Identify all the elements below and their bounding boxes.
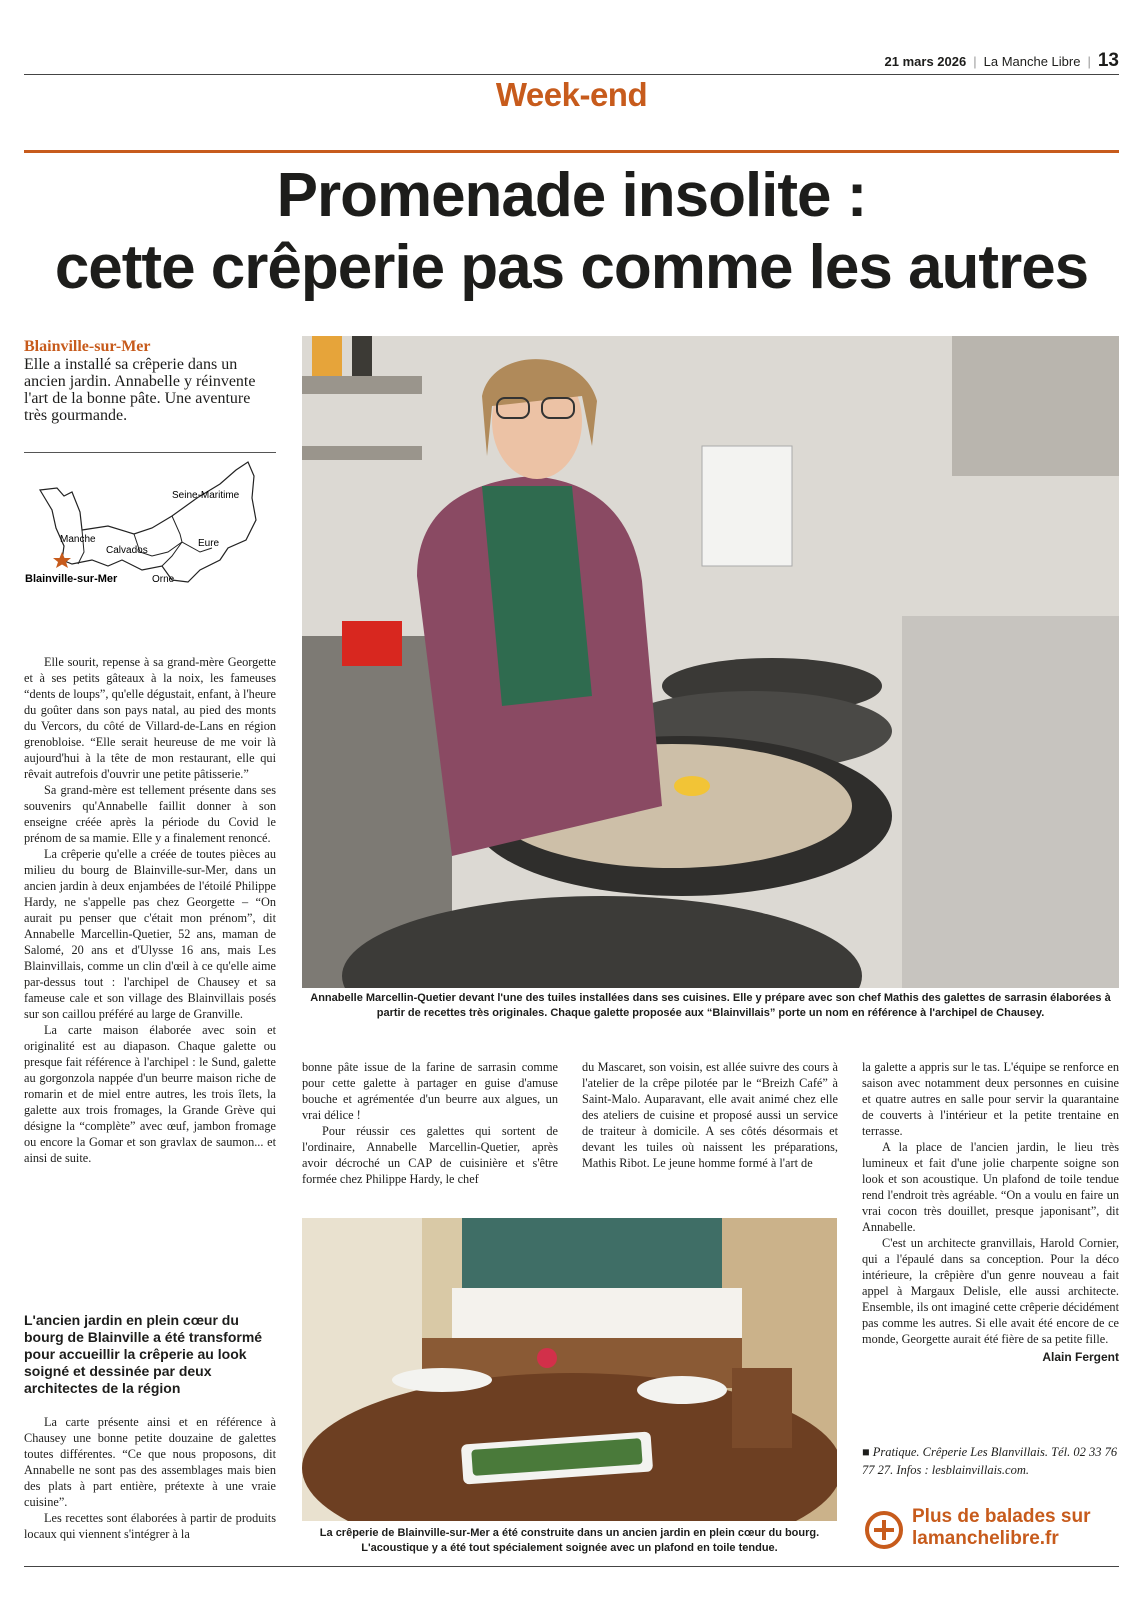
bottom-rule (24, 1566, 1119, 1567)
map-star-marker (53, 552, 71, 568)
body-paragraph: A la place de l'ancien jardin, le lieu très lumineux et fait d'une jolie charpente soigne son look et son acoustique. Un plafond de toile tendue rend l'endroit très agréable. “On a voulu en faire un vrai cocon très douillet, presque japonisant”, dit Annabelle. (862, 1140, 1119, 1234)
body-paragraph: La carte présente ainsi et en référence à Chausey une bonne petite douzaine de galettes toutes différentes. “Ce que nous proposons, dit Annabelle ne sont pas des assemblages mais bien des plats à part entière, prétexte à une vraie cuisine”. (24, 1415, 276, 1509)
column-4 (862, 1059, 1119, 1365)
section-rule (24, 150, 1119, 153)
map-label-eure: Eure (198, 538, 220, 549)
body-paragraph: Pour réussir ces galettes qui sortent de l'ordinaire, Annabelle Marcellin-Quetier, après avoir décroché un CAP de cuisinière et s'être formée chez Philippe Hardy, le chef (302, 1124, 558, 1186)
promo-link[interactable] (864, 1506, 1120, 1554)
photo-chef-kitchen-illustration (302, 336, 1119, 988)
folio (885, 50, 1119, 72)
folio-separator: | (1087, 54, 1091, 69)
intro-rule (24, 452, 276, 453)
practical-marker: ■ (862, 1445, 870, 1459)
map-label-seine-maritime: Seine-Maritime (172, 490, 240, 501)
top-rule (24, 74, 1119, 75)
promo-line2[interactable]: lamanchelibre.fr (912, 1528, 1059, 1549)
photo-chef-kitchen (302, 336, 1119, 988)
folio-publication: La Manche Libre (983, 54, 1081, 69)
section-label: Week-end (495, 76, 648, 113)
photo-restaurant-illustration (302, 1218, 837, 1521)
photo-restaurant-caption: La crêperie de Blainville-sur-Mer a été construite dans un ancien jardin en plein cœur du bourg. L'acoustique y a été tout spécialement soignée avec un plafond en toile tendue. (319, 1527, 820, 1554)
intro-location: Blainville-sur-Mer (24, 338, 151, 355)
headline-line1: Promenade insolite : (276, 161, 867, 230)
column-1b (24, 1414, 276, 1542)
photo-chef-caption: Annabelle Marcellin-Quetier devant l'une des tuiles installées dans ses cuisines. Elle y prépare avec son chef Mathis des galettes de sarrasin élaborées à partir de recettes très originales. Chaque galette proposée aux “Blainvillais” porte un nom en référence à l'archipel de Chausey. (310, 992, 1111, 1019)
folio-date: 21 mars 2026 (884, 54, 967, 69)
column-1 (24, 654, 276, 1166)
map-outline (40, 462, 256, 582)
map-label-orne: Orne (152, 574, 175, 585)
intro (24, 338, 276, 424)
map-label-calvados: Calvados (106, 545, 148, 556)
practical-info (862, 1443, 1119, 1479)
map-label-manche: Manche (60, 534, 96, 545)
author-byline: Alain Fergent (1042, 1350, 1119, 1364)
promo-line1: Plus de balades sur (912, 1506, 1091, 1527)
body-paragraph: bonne pâte issue de la farine de sarrasin comme pour cette galette à partager en guise d'amuse bouche et agrémentée d'un beurre aux algues, un vrai délice ! (302, 1060, 558, 1122)
body-paragraph: La crêperie qu'elle a créée de toutes pièces au milieu du bourg de Blainville-sur-Mer, dans un ancien jardin à deux enjambées de l'étoilé Philippe Hardy, ne s'appelle pas chez Georgette – “On aurait pu penser que c'était mon prénom”, dit Annabelle Marcellin-Quetier, 52 ans, maman de Salomé, 20 ans et d'Ulysse 16 ans, mais Les Blainvillais, comme un clin d'œil à ce qu'elle aime par-dessus tout : l'archipel de Chausey et sa fameuse cale et son village des Blainvillais posés sur son caillou préféré au large de Granville. (24, 847, 276, 1021)
intro-text: Elle a installé sa crêperie dans un ancien jardin. Annabelle y réinvente l'art de la bonne pâte. Une aventure très gourmande. (24, 356, 256, 424)
body-paragraph: Elle sourit, repense à sa grand-mère Georgette et à ses petits gâteaux à la noix, les fameuses “dents de loups”, qu'elle dégustait, enfant, à l'heure du goûter dans son pays natal, au pied des monts du Vercors, du côté de Villard-de-Lans en région grenobloise. “Elle serait heureuse de me voir là aujourd'hui à la tête de mon restaurant, elle qui rêvait autrefois d'ouvrir une petite pâtisserie.” (24, 655, 276, 781)
body-paragraph: la galette a appris sur le tas. L'équipe se renforce en saison avec notamment deux personnes en cuisine et quatre autres en salle pour servir la quarantaine de couverts à l'intérieur et la petite trentaine en terrasse. (862, 1060, 1119, 1138)
headline (0, 160, 1143, 304)
practical-text: Pratique. Crêperie Les Blanvillais. Tél. 02 33 76 77 27. Infos : lesblainvillais.com. (862, 1445, 1118, 1477)
plus-circle-icon (864, 1510, 904, 1550)
folio-page-number: 13 (1097, 50, 1119, 71)
headline-line2: cette crêperie pas comme les autres (54, 233, 1089, 302)
photo-restaurant-interior (302, 1218, 837, 1521)
body-paragraph: Sa grand-mère est tellement présente dans ses souvenirs qu'Annabelle faillit donner à son enseigne créée après la période du Covid le prénom de sa mamie. Elle y a finalement renoncé. (24, 783, 276, 845)
normandy-map (22, 456, 272, 596)
body-paragraph: C'est un architecte granvillais, Harold Cornier, qui a l'épaulé dans sa conception. Pour la déco intérieure, la crêpière d'un genre nouveau a fait appel à Margaux Delisle, elle aussi architecte. Ensemble, ils ont imaginé cette crêperie décidément pas comme les autres. Si elle avait été encore de ce monde, Georgette aurait été fière de sa petite fille. (862, 1236, 1119, 1346)
column-3 (582, 1059, 838, 1171)
body-paragraph: La carte maison élaborée avec soin et originalité est au diapason. Chaque galette ou presque fait référence à l'archipel : le Sund, galette au gorgonzola nappée d'un beurre maison riche de romarin et de miel entre autres, les trois îlets, la galette aux trois fromages, la Grande Grève qui désigne la “complète” avec œuf, jambon fromage ou encore la Gomar et son gravlax de saumon... et ainsi de suite. (24, 1023, 276, 1165)
map-label-town: Blainville-sur-Mer (25, 573, 118, 585)
subhead: L'ancien jardin en plein cœur du bourg de Blainville a été transformé pour accueillir la crêperie au look soigné et dessinée par deux architectes de la région (24, 1312, 263, 1396)
column-2 (302, 1059, 558, 1187)
body-paragraph: du Mascaret, son voisin, est allée suivre des cours à l'atelier de la crêpe pilotée par le “Breizh Café” à Saint-Malo. Auparavant, elle avait animé chez elle des ateliers de cuisine et proposé aussi un service de traiteur à domicile. A ses côtés désormais et devant les tuiles où naissent les préparations, Mathis Ribot. Le jeune homme formé à l'art de (582, 1060, 838, 1170)
folio-separator: | (973, 54, 977, 69)
body-paragraph: Les recettes sont élaborées à partir de produits locaux qui viennent s'intégrer à la (24, 1511, 276, 1541)
map-borders (78, 516, 212, 566)
